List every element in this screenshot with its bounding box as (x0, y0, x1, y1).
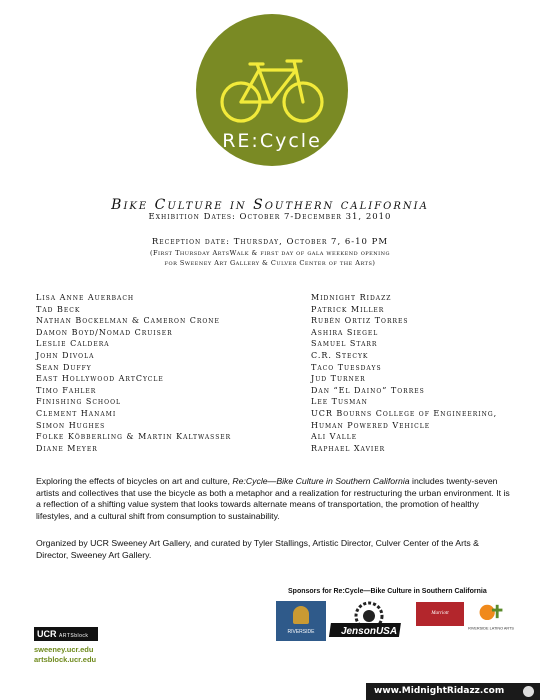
description-text: Exploring the effects of bicycles on art and culture, (36, 476, 233, 486)
recycle-logo (196, 14, 348, 166)
sweeney-url[interactable]: sweeney.ucr.edu (34, 645, 94, 654)
artist-item: Ali Valle (311, 432, 358, 442)
artist-item: Tad Beck (36, 304, 81, 314)
sponsors-title: Sponsors for Re:Cycle—Bike Culture in Southern California (288, 588, 487, 595)
festival-label: RIVERSIDE LATINO ARTS (468, 626, 514, 631)
reception-date: Reception date: Thursday, October 7, 6-10 PM (151, 237, 389, 247)
artist-item: Taco Tuesdays (311, 362, 382, 372)
ucr-label: UCR (37, 629, 57, 639)
skull-icon (523, 686, 534, 697)
description-paragraph (36, 476, 512, 522)
bell-icon (293, 606, 309, 624)
artist-item: Simon Hughes (36, 420, 106, 430)
artist-item: C.R. Stecyk (311, 350, 369, 360)
artist-item: Diane Meyer (36, 443, 98, 453)
artist-list-right (311, 292, 497, 454)
jenson-label: JensonUSA (340, 626, 398, 637)
artist-item: Clement Hanami (36, 408, 117, 418)
reception-note-line: (First Thursday ArtsWalk & first day of gala weekend opening (149, 249, 391, 257)
artist-item: Lee Tusman (311, 397, 368, 407)
artist-item: Sean Duffy (36, 362, 92, 372)
description-text: includes twenty-seven artists and collectives that use the bicycle as both a metaphor and a realization for restructuring the urban environment. It is a reflection of a shifting value system that looks towards alternate means of transportation, the promotion of healthy lifestyles, and a cultural shift from consumption to sustainability. (36, 476, 510, 521)
exhibition-dates: Exhibition Dates: October 7-December 31, 2010 (148, 212, 392, 222)
artist-item: Patrick Miller (311, 304, 385, 314)
artist-item: Lisa Anne Auerbach (36, 293, 135, 302)
artist-item: Rubén Ortiz Torres (311, 316, 409, 326)
artist-item: Ashira Siegel (311, 327, 379, 337)
artist-item: Leslie Caldera (36, 339, 110, 349)
artist-item: John Divola (36, 350, 95, 360)
ucr-artsblock-logo (34, 627, 98, 641)
riverside-label: RIVERSIDE (287, 629, 315, 635)
artist-item: Finishing School (36, 397, 121, 407)
artist-list-left (36, 292, 231, 454)
jenson-logo (332, 601, 406, 641)
reception-note (0, 248, 540, 268)
footer-bar (366, 683, 540, 700)
logo-text: RE:Cycle (222, 130, 322, 152)
artist-item: Nathan Bockelman & Cameron Crone (36, 316, 220, 326)
artist-item: UCR Bourns College of Engineering, (311, 408, 498, 418)
riverside-logo (276, 601, 326, 641)
exhibition-name: Re:Cycle—Bike Culture in Southern California (232, 476, 410, 486)
artsblock-label: ARTSblock (59, 633, 89, 639)
organized-by: Organized by UCR Sweeney Art Gallery, and curated by Tyler Stallings, Artistic Director, Culver Center of the Arts & Director, Sweeney Art Gallery. (36, 538, 479, 560)
artist-item: East Hollywood ArtCycle (36, 374, 164, 384)
artist-item: Samuel Starr (311, 339, 378, 349)
marriott-logo: Marriott (416, 602, 464, 626)
reception-note-line: for Sweeney Art Gallery & Culver Center of the Arts) (164, 259, 376, 267)
artist-item: Human Powered Vehicle (311, 420, 431, 430)
exhibition-title: Bike Culture in Southern california (111, 197, 429, 213)
artist-item: Timo Fahler (36, 385, 97, 395)
bicycle-icon (217, 58, 327, 124)
artist-item: Folke Köbberling & Martin Kaltwasser (36, 432, 232, 442)
artist-item: Midnight Ridazz (311, 293, 392, 302)
artist-item: Jud Turner (311, 374, 366, 384)
artist-item: Raphael Xavier (311, 443, 386, 453)
artsblock-url[interactable]: artsblock.ucr.edu (34, 655, 97, 664)
festival-logo (468, 601, 514, 641)
artist-item: Damon Boyd/Nomad Cruiser (36, 327, 173, 337)
artist-item: Dan “El Daino” Torres (311, 385, 425, 395)
footer-url[interactable]: www.MidnightRidazz.com (374, 686, 505, 696)
